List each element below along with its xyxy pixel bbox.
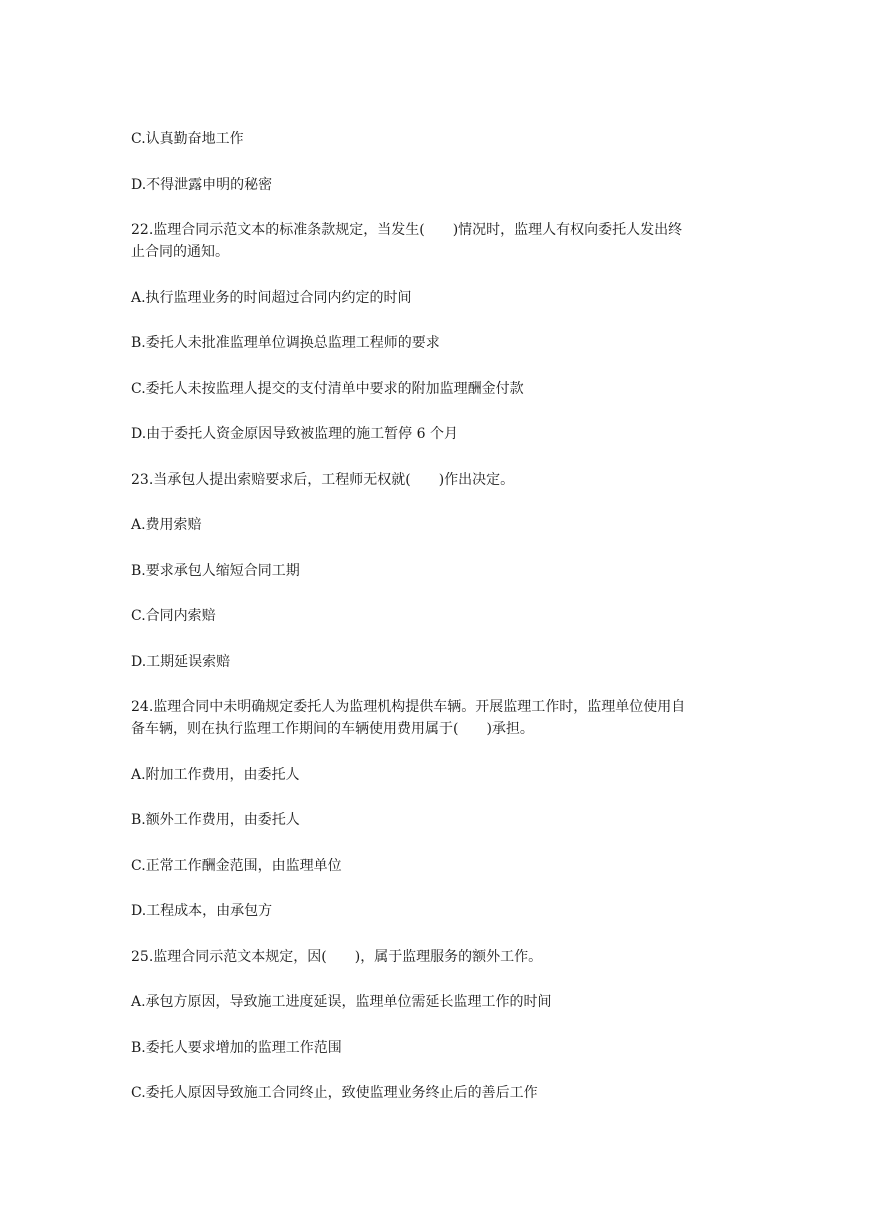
question-25 bbox=[131, 946, 743, 968]
option-text: A.附加工作费用，由委托人 bbox=[131, 766, 300, 783]
option-d-q23 bbox=[131, 651, 743, 673]
option-text: B.额外工作费用，由委托人 bbox=[131, 812, 300, 828]
option-text: B.委托人要求增加的监理工作范围 bbox=[131, 1039, 342, 1056]
option-text: C.正常工作酬金范围，由监理单位 bbox=[131, 857, 342, 874]
option-a-q25 bbox=[131, 991, 743, 1013]
option-b-q23 bbox=[131, 560, 743, 582]
option-text: A.执行监理业务的时间超过合同内约定的时间 bbox=[131, 289, 412, 306]
option-a-q24 bbox=[131, 764, 743, 786]
question-24 bbox=[131, 696, 743, 740]
option-text: A.费用索赔 bbox=[131, 517, 202, 533]
option-c-q25 bbox=[131, 1082, 743, 1104]
option-c-q24 bbox=[131, 855, 743, 877]
option-text: C.委托人未按监理人提交的支付清单中要求的附加监理酬金付款 bbox=[131, 380, 524, 397]
option-d-q22 bbox=[131, 423, 743, 445]
option-text: C.认真勤奋地工作 bbox=[131, 131, 244, 147]
question-23 bbox=[131, 469, 743, 491]
question-text-line: 25.监理合同示范文本规定，因( )，属于监理服务的额外工作。 bbox=[131, 948, 543, 965]
option-a-q23 bbox=[131, 514, 743, 536]
option-c-q23 bbox=[131, 605, 743, 627]
option-text: B.委托人未批准监理单位调换总监理工程师的要求 bbox=[131, 335, 440, 351]
question-text-line: 备车辆，则在执行监理工作期间的车辆使用费用属于( )承担。 bbox=[131, 721, 534, 737]
option-text: D.不得泄露申明的秘密 bbox=[131, 176, 273, 193]
question-text-line: 23.当承包人提出索赔要求后，工程师无权就( )作出决定。 bbox=[131, 471, 515, 488]
option-text: D.工程成本，由承包方 bbox=[131, 903, 273, 919]
question-text-line: 22.监理合同示范文本的标准条款规定，当发生( )情况时，监理人有权向委托人发出终 bbox=[131, 222, 683, 238]
option-text: D.工期延误索赔 bbox=[131, 653, 231, 670]
option-d-q21 bbox=[131, 174, 743, 196]
option-b-q24 bbox=[131, 809, 743, 831]
option-d-q24 bbox=[131, 900, 743, 922]
option-text: D.由于委托人资金原因导致被监理的施工暂停 6 个月 bbox=[131, 426, 458, 442]
option-text: C.合同内索赔 bbox=[131, 608, 216, 624]
option-c-q22 bbox=[131, 378, 743, 400]
option-b-q22 bbox=[131, 332, 743, 354]
document-body bbox=[131, 128, 743, 1128]
question-text-line: 止合同的通知。 bbox=[131, 244, 229, 260]
question-22 bbox=[131, 219, 743, 263]
question-text-line: 24.监理合同中未明确规定委托人为监理机构提供车辆。开展监理工作时，监理单位使用自 bbox=[131, 699, 686, 715]
option-text: B.要求承包人缩短合同工期 bbox=[131, 562, 300, 579]
option-c-q21 bbox=[131, 128, 743, 150]
option-text: C.委托人原因导致施工合同终止，致使监理业务终止后的善后工作 bbox=[131, 1085, 538, 1101]
option-a-q22 bbox=[131, 287, 743, 309]
option-text: A.承包方原因，导致施工进度延误，监理单位需延长监理工作的时间 bbox=[131, 994, 552, 1010]
option-b-q25 bbox=[131, 1037, 743, 1059]
